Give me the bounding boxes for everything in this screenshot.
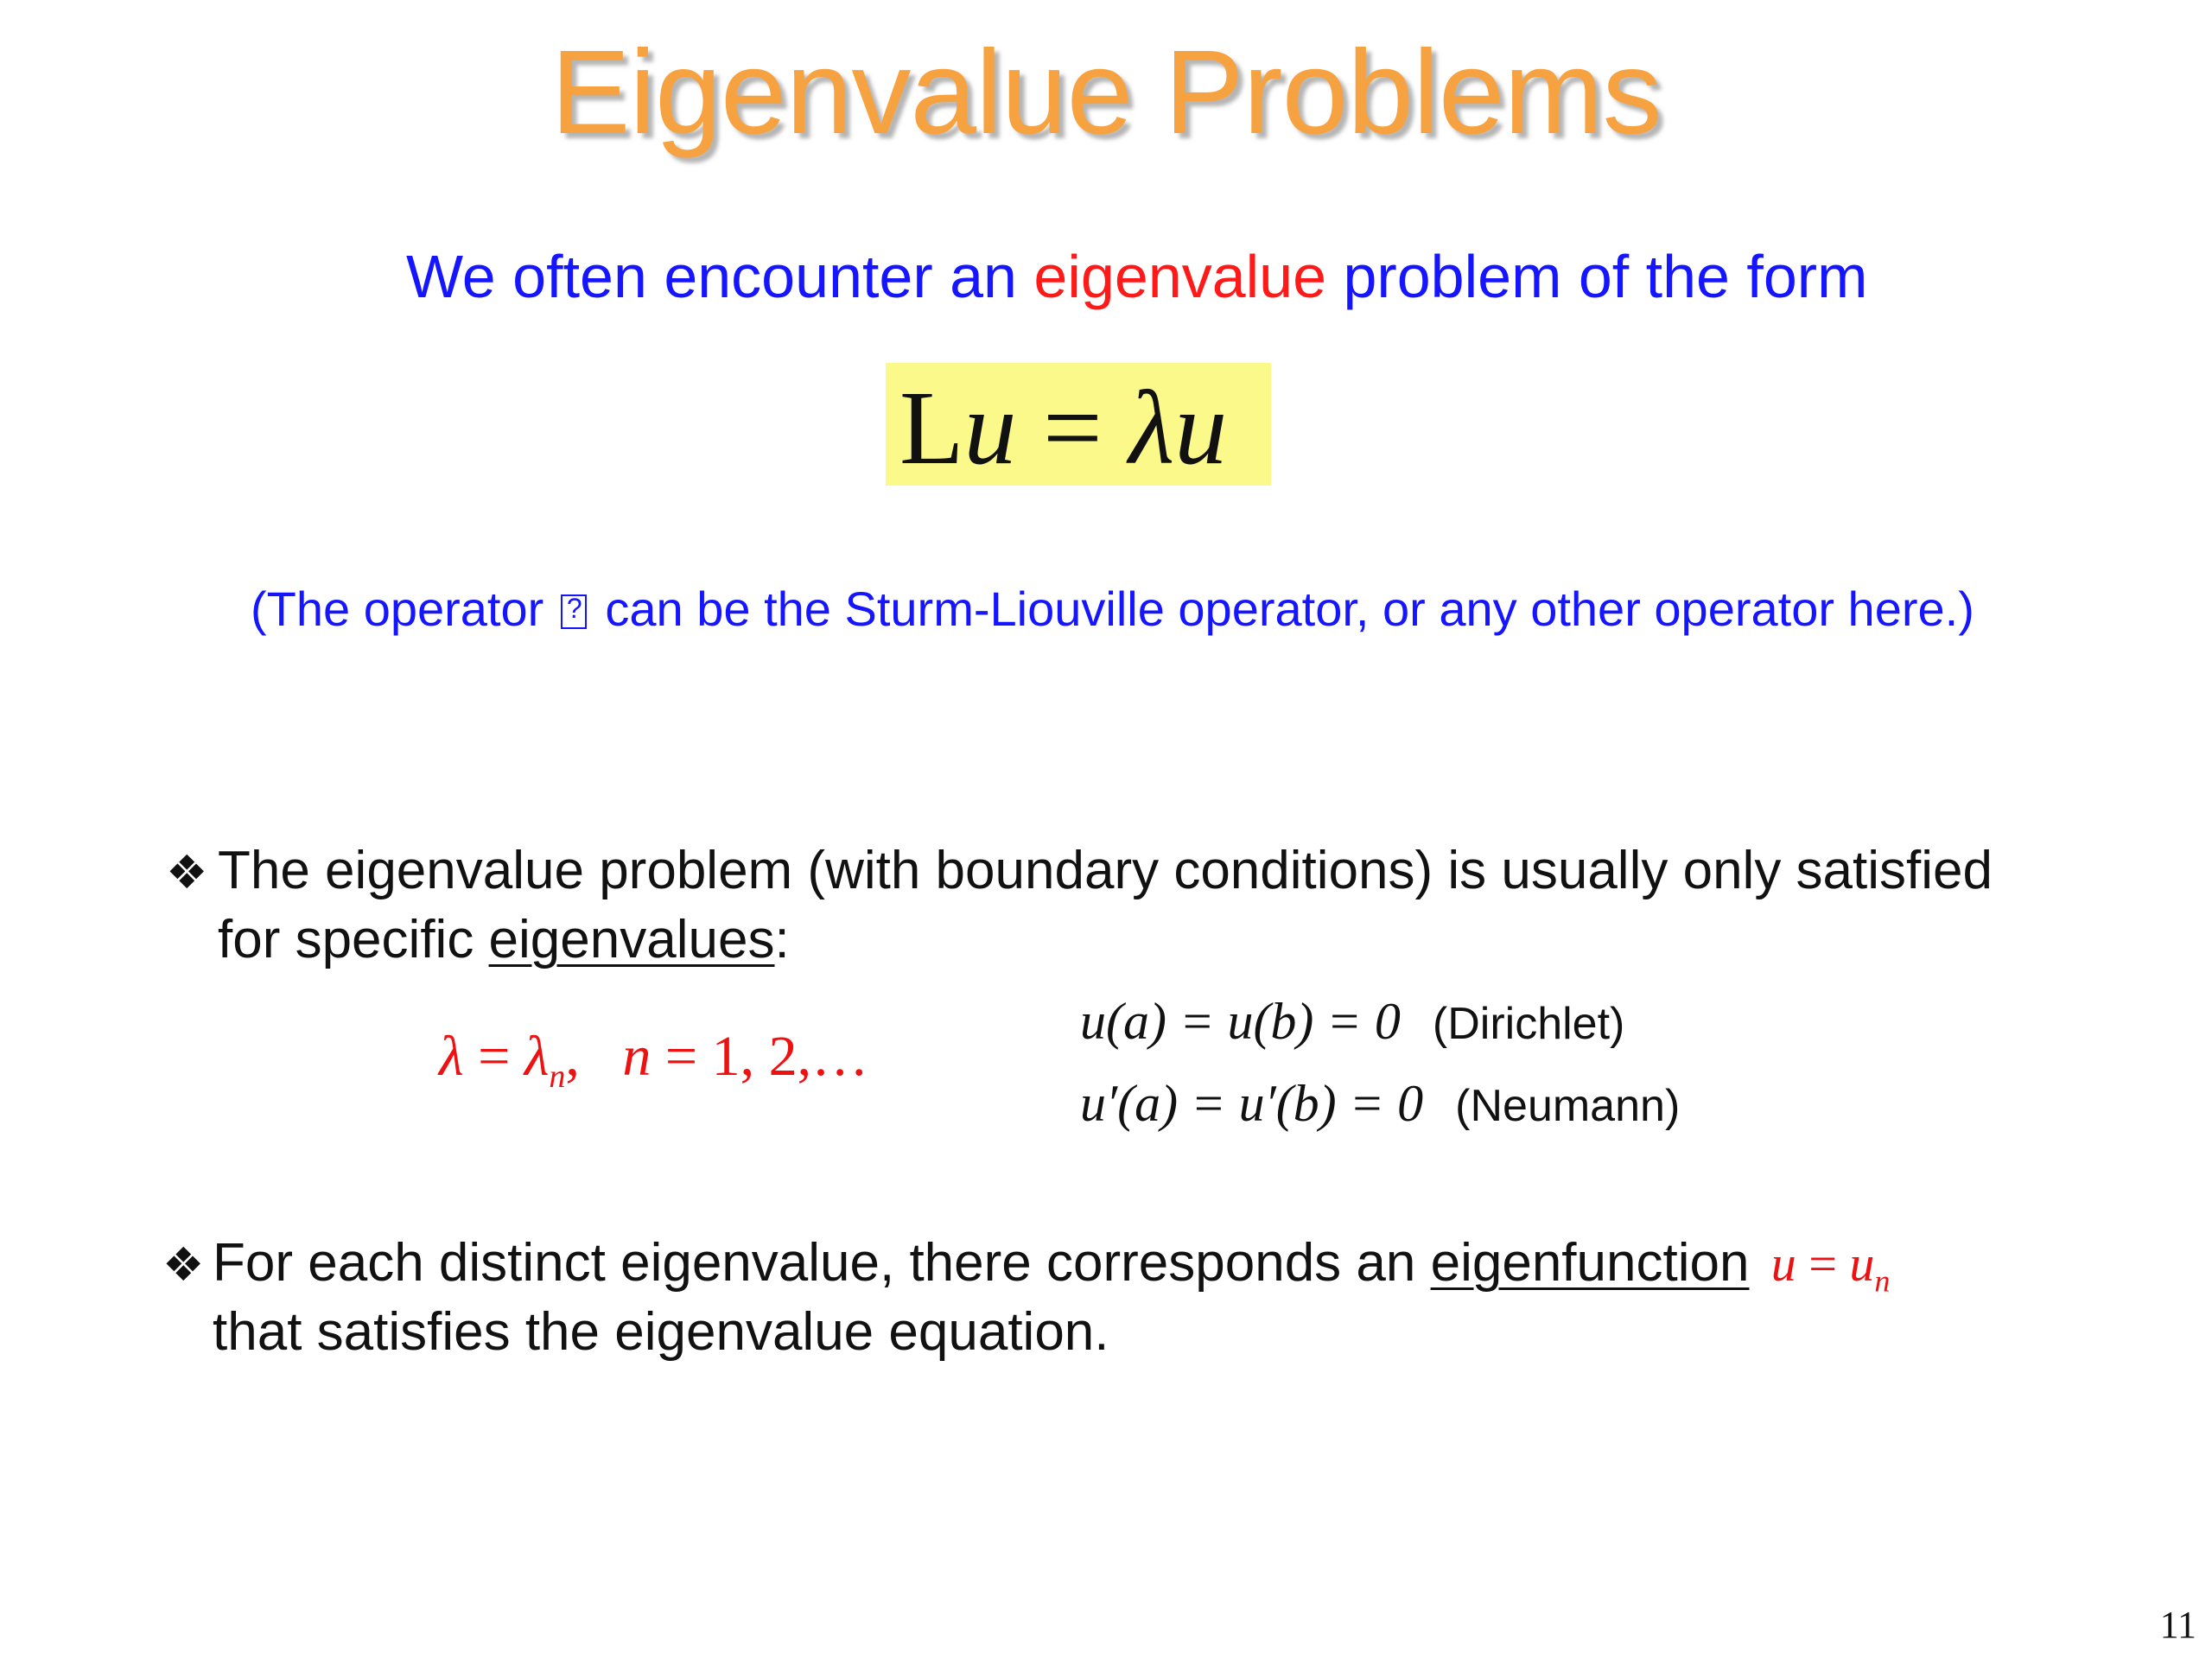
dirichlet-condition — [1080, 992, 1624, 1052]
missing-glyph-icon — [561, 594, 587, 629]
note-after: can be the Sturm-Liouville operator, or any other operator here.) — [591, 582, 1974, 636]
intro-before: We often encounter an — [406, 243, 1034, 310]
neumann-equation: u′(a) = u′(b) = 0 — [1080, 1075, 1424, 1132]
eig-equals: = — [463, 1025, 524, 1088]
main-equation-box — [886, 363, 1271, 486]
bullet2-icon-wrap — [162, 1232, 204, 1294]
ef-equals: = — [1796, 1236, 1850, 1292]
eig-rhs: λ — [524, 1025, 550, 1088]
eq-equals: = — [1016, 370, 1129, 486]
ef-sub: n — [1874, 1263, 1891, 1299]
eigenfunction-equation — [1770, 1236, 1891, 1299]
eig-sub: n — [549, 1058, 566, 1096]
bullet1-line2-after: : — [774, 910, 790, 969]
note-before: (The operator — [251, 582, 557, 636]
intro-highlight: eigenvalue — [1033, 243, 1327, 310]
page-number: 11 — [2159, 1604, 2196, 1646]
bullet2-line1-before: For each distinct eigenvalue, there corresponds an — [213, 1233, 1431, 1293]
intro-after: problem of the form — [1326, 243, 1868, 310]
eigenvalue-equation — [439, 1024, 868, 1096]
slide-title: Eigenvalue Problems — [550, 26, 1662, 159]
neumann-label: (Neumann) — [1455, 1081, 1681, 1131]
dirichlet-label: (Dirichlet) — [1432, 999, 1625, 1049]
ef-rhs: u — [1849, 1236, 1875, 1292]
eigenfunction-term: eigenfunction — [1430, 1233, 1750, 1293]
ef-lhs: u — [1770, 1236, 1796, 1292]
dirichlet-equation: u(a) = u(b) = 0 — [1080, 993, 1401, 1050]
eq-lambda: λ — [1128, 370, 1175, 486]
eigenvalues-term: eigenvalues — [488, 910, 775, 969]
bullet2-line2: that satisfies the eigenvalue equation. — [213, 1302, 1109, 1362]
bullet2-line1 — [213, 1232, 1890, 1300]
intro-sentence — [406, 242, 1867, 311]
four-diamonds-icon: ❖ — [162, 1237, 205, 1292]
operator-symbol: L — [899, 370, 964, 486]
neumann-condition — [1080, 1074, 1680, 1134]
eig-sep: , — [565, 1025, 623, 1088]
main-equation — [899, 368, 1227, 489]
eq-var-right: u — [1174, 370, 1228, 486]
bullet1-icon-wrap — [166, 840, 207, 901]
bullet1-line2-before: for specific — [218, 910, 489, 969]
bullet1-line2 — [218, 909, 790, 970]
eig-lhs: λ — [439, 1025, 464, 1088]
bullet1-line1: The eigenvalue problem (with boundary conditions) is usually only satisfied — [218, 841, 1993, 900]
eq-var-left: u — [963, 370, 1017, 486]
eig-n: n — [622, 1025, 652, 1088]
operator-note — [251, 581, 1974, 637]
eig-values: = 1, 2,… — [651, 1025, 869, 1088]
four-diamonds-icon: ❖ — [166, 845, 208, 899]
